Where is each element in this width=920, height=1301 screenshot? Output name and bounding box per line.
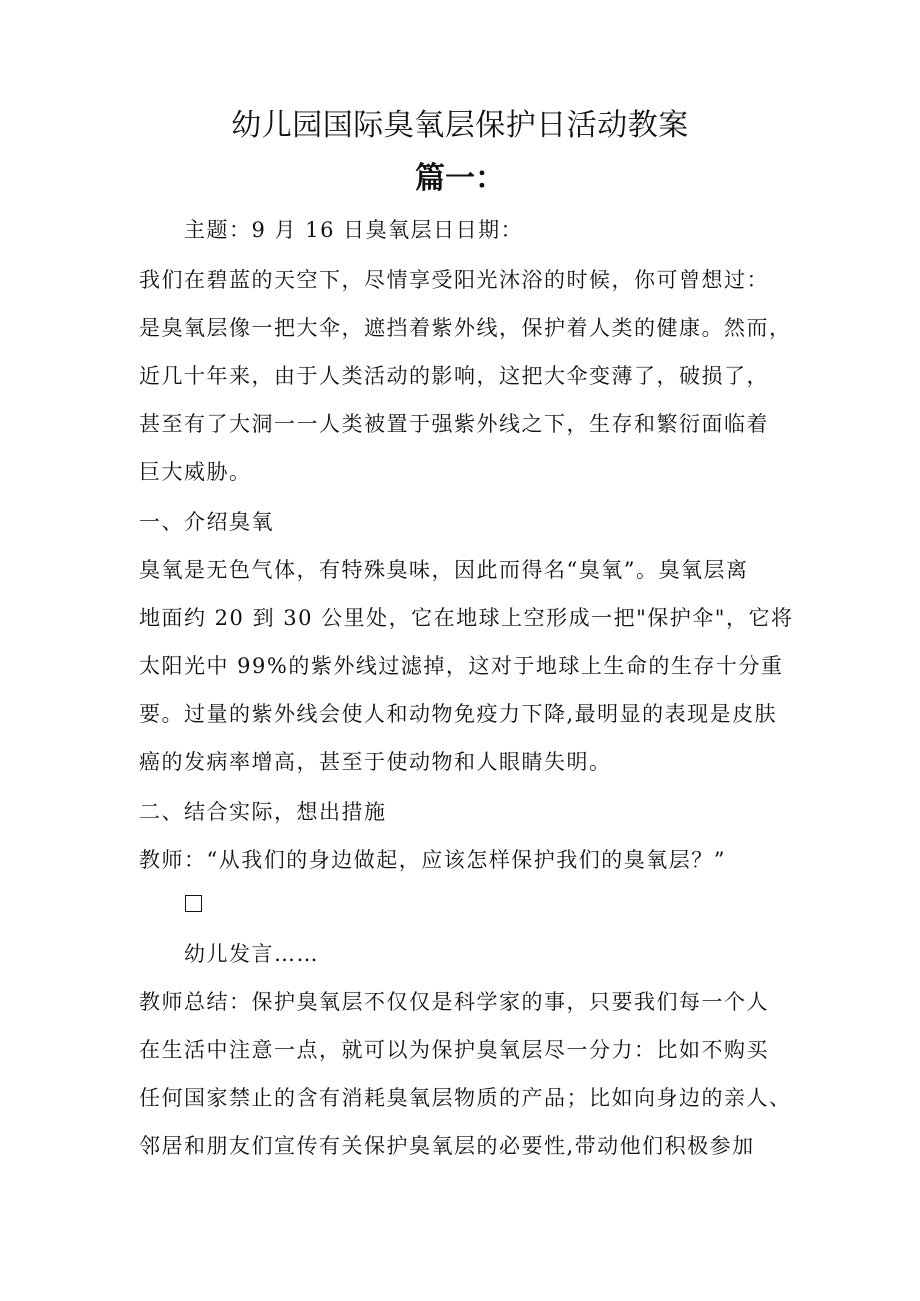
- section1-line: 要。过量的紫外线会使人和动物免疫力下降,最明显的表现是皮肤: [139, 702, 778, 726]
- summary-line: 邻居和朋友们宣传有关保护臭氧层的必要性,带动他们积极参加: [139, 1134, 755, 1158]
- theme-line: 主题：9 月 16 日臭氧层日日期：: [184, 218, 524, 242]
- intro-line: 近几十年来，由于人类活动的影响，这把大伞变薄了，破损了，: [139, 364, 769, 388]
- document-subtitle: 篇一：: [415, 161, 505, 196]
- intro-line: 巨大威胁。: [139, 460, 252, 484]
- summary-line: 在生活中注意一点，就可以为保护臭氧层尽一分力：比如不购买: [139, 1038, 769, 1062]
- section1-line: 地面约 20 到 30 公里处，它在地球上空形成一把"保护伞"，它将: [139, 606, 794, 630]
- section1-line: 癌的发病率增高，甚至于使动物和人眼睛失明。: [139, 750, 612, 774]
- intro-line: 甚至有了大洞一一人类被置于强紫外线之下，生存和繁衍面临着: [139, 412, 769, 436]
- children-speak: 幼儿发言……: [184, 942, 319, 966]
- intro-line: 我们在碧蓝的天空下，尽情享受阳光沐浴的时候，你可曾想过：: [139, 268, 769, 292]
- section2-heading: 二、结合实际，想出措施: [139, 800, 387, 824]
- teacher-question: 教师：“从我们的身边做起，应该怎样保护我们的臭氧层？”: [139, 848, 726, 872]
- section1-heading: 一、介绍臭氧: [139, 510, 274, 534]
- summary-line: 任何国家禁止的含有消耗臭氧层物质的产品；比如向身边的亲人、: [139, 1086, 792, 1110]
- section1-line: 太阳光中 99%的紫外线过滤掉，这对于地球上生命的生存十分重: [139, 654, 784, 678]
- summary-line: 教师总结：保护臭氧层不仅仅是科学家的事，只要我们每一个人: [139, 990, 769, 1014]
- checkbox-placeholder[interactable]: [185, 895, 202, 912]
- document-title: 幼儿园国际臭氧层保护日活动教案: [231, 108, 689, 143]
- section1-line: 臭氧是无色气体，有特殊臭味，因此而得名“臭氧”。臭氧层离: [139, 558, 749, 582]
- intro-line: 是臭氧层像一把大伞，遮挡着紫外线，保护着人类的健康。然而，: [139, 316, 792, 340]
